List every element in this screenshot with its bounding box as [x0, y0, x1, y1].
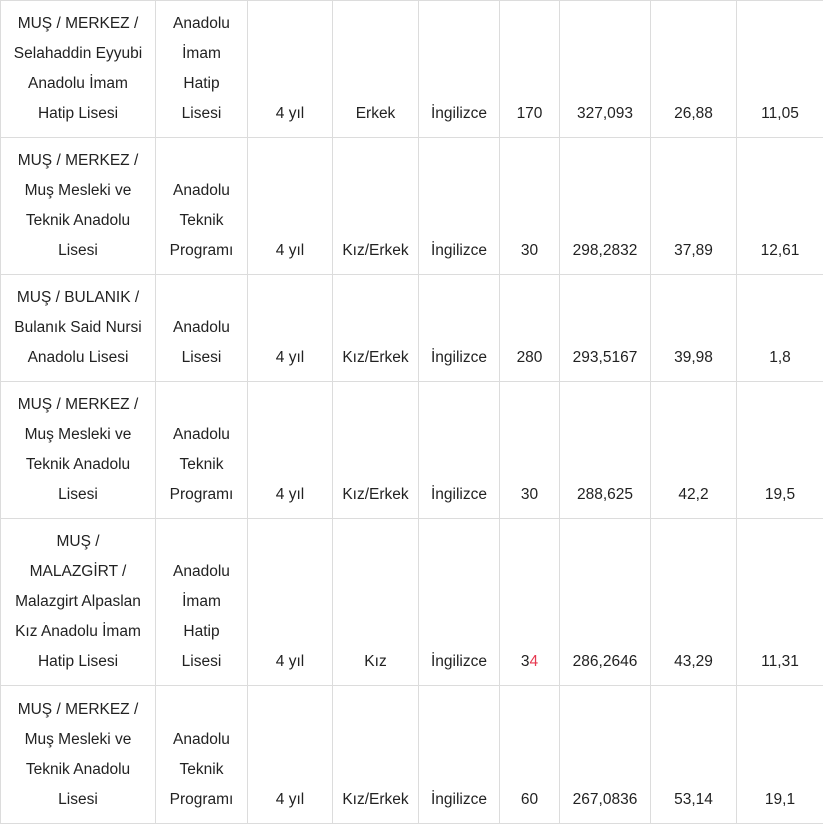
- table-row: [1, 519, 823, 686]
- duration-cell: 4 yıl: [248, 686, 333, 824]
- language-cell: İngilizce: [419, 519, 500, 686]
- duration-cell: 4 yıl: [248, 1, 333, 138]
- school-type-cell: Anadolu Teknik Programı: [156, 382, 248, 519]
- score-cell: 293,5167: [560, 275, 651, 382]
- duration-cell: 4 yıl: [248, 382, 333, 519]
- quota-cell: 170: [500, 1, 560, 138]
- school-name-cell: MUŞ / MERKEZ / Muş Mesleki ve Teknik Anadolu Lisesi: [1, 138, 156, 275]
- last-value-cell: 11,05: [737, 1, 823, 138]
- gender-cell: Kız/Erkek: [333, 382, 419, 519]
- school-type-cell: Anadolu Teknik Programı: [156, 686, 248, 824]
- gender-cell: Kız: [333, 519, 419, 686]
- school-name-cell: MUŞ / MERKEZ / Muş Mesleki ve Teknik Anadolu Lisesi: [1, 382, 156, 519]
- duration-cell: 4 yıl: [248, 275, 333, 382]
- school-name-cell: MUŞ / BULANIK / Bulanık Said Nursi Anadolu Lisesi: [1, 275, 156, 382]
- language-cell: İngilizce: [419, 1, 500, 138]
- school-name-cell: MUŞ / MALAZGİRT / Malazgirt Alpaslan Kız Anadolu İmam Hatip Lisesi: [1, 519, 156, 686]
- score-cell: 286,2646: [560, 519, 651, 686]
- percentile-cell: 42,2: [651, 382, 737, 519]
- percentile-cell: 39,98: [651, 275, 737, 382]
- gender-cell: Kız/Erkek: [333, 275, 419, 382]
- language-cell: İngilizce: [419, 275, 500, 382]
- quota-cell: 280: [500, 275, 560, 382]
- score-cell: 327,093: [560, 1, 651, 138]
- table-row: [1, 382, 823, 519]
- table-body: [1, 1, 823, 824]
- language-cell: İngilizce: [419, 382, 500, 519]
- table-row: [1, 275, 823, 382]
- duration-cell: 4 yıl: [248, 138, 333, 275]
- school-name-cell: MUŞ / MERKEZ / Muş Mesleki ve Teknik Anadolu Lisesi: [1, 686, 156, 824]
- last-value-cell: 1,8: [737, 275, 823, 382]
- last-value-cell: 19,1: [737, 686, 823, 824]
- score-cell: 288,625: [560, 382, 651, 519]
- gender-cell: Erkek: [333, 1, 419, 138]
- last-value-cell: 19,5: [737, 382, 823, 519]
- quota-cell: 60: [500, 686, 560, 824]
- score-cell: 267,0836: [560, 686, 651, 824]
- school-type-cell: Anadolu İmam Hatip Lisesi: [156, 519, 248, 686]
- percentile-cell: 37,89: [651, 138, 737, 275]
- school-type-cell: Anadolu Teknik Programı: [156, 138, 248, 275]
- last-value-cell: 11,31: [737, 519, 823, 686]
- table-row: [1, 138, 823, 275]
- table-row: [1, 1, 823, 138]
- percentile-cell: 43,29: [651, 519, 737, 686]
- language-cell: İngilizce: [419, 138, 500, 275]
- duration-cell: 4 yıl: [248, 519, 333, 686]
- quota-cell: 30: [500, 382, 560, 519]
- percentile-cell: 26,88: [651, 1, 737, 138]
- language-cell: İngilizce: [419, 686, 500, 824]
- last-value-cell: 12,61: [737, 138, 823, 275]
- quota-cell: 34: [500, 519, 560, 686]
- school-type-cell: Anadolu Lisesi: [156, 275, 248, 382]
- score-cell: 298,2832: [560, 138, 651, 275]
- quota-cell: 30: [500, 138, 560, 275]
- school-type-cell: Anadolu İmam Hatip Lisesi: [156, 1, 248, 138]
- table-row: [1, 686, 823, 824]
- gender-cell: Kız/Erkek: [333, 138, 419, 275]
- gender-cell: Kız/Erkek: [333, 686, 419, 824]
- percentile-cell: 53,14: [651, 686, 737, 824]
- school-name-cell: MUŞ / MERKEZ / Selahaddin Eyyubi Anadolu İmam Hatip Lisesi: [1, 1, 156, 138]
